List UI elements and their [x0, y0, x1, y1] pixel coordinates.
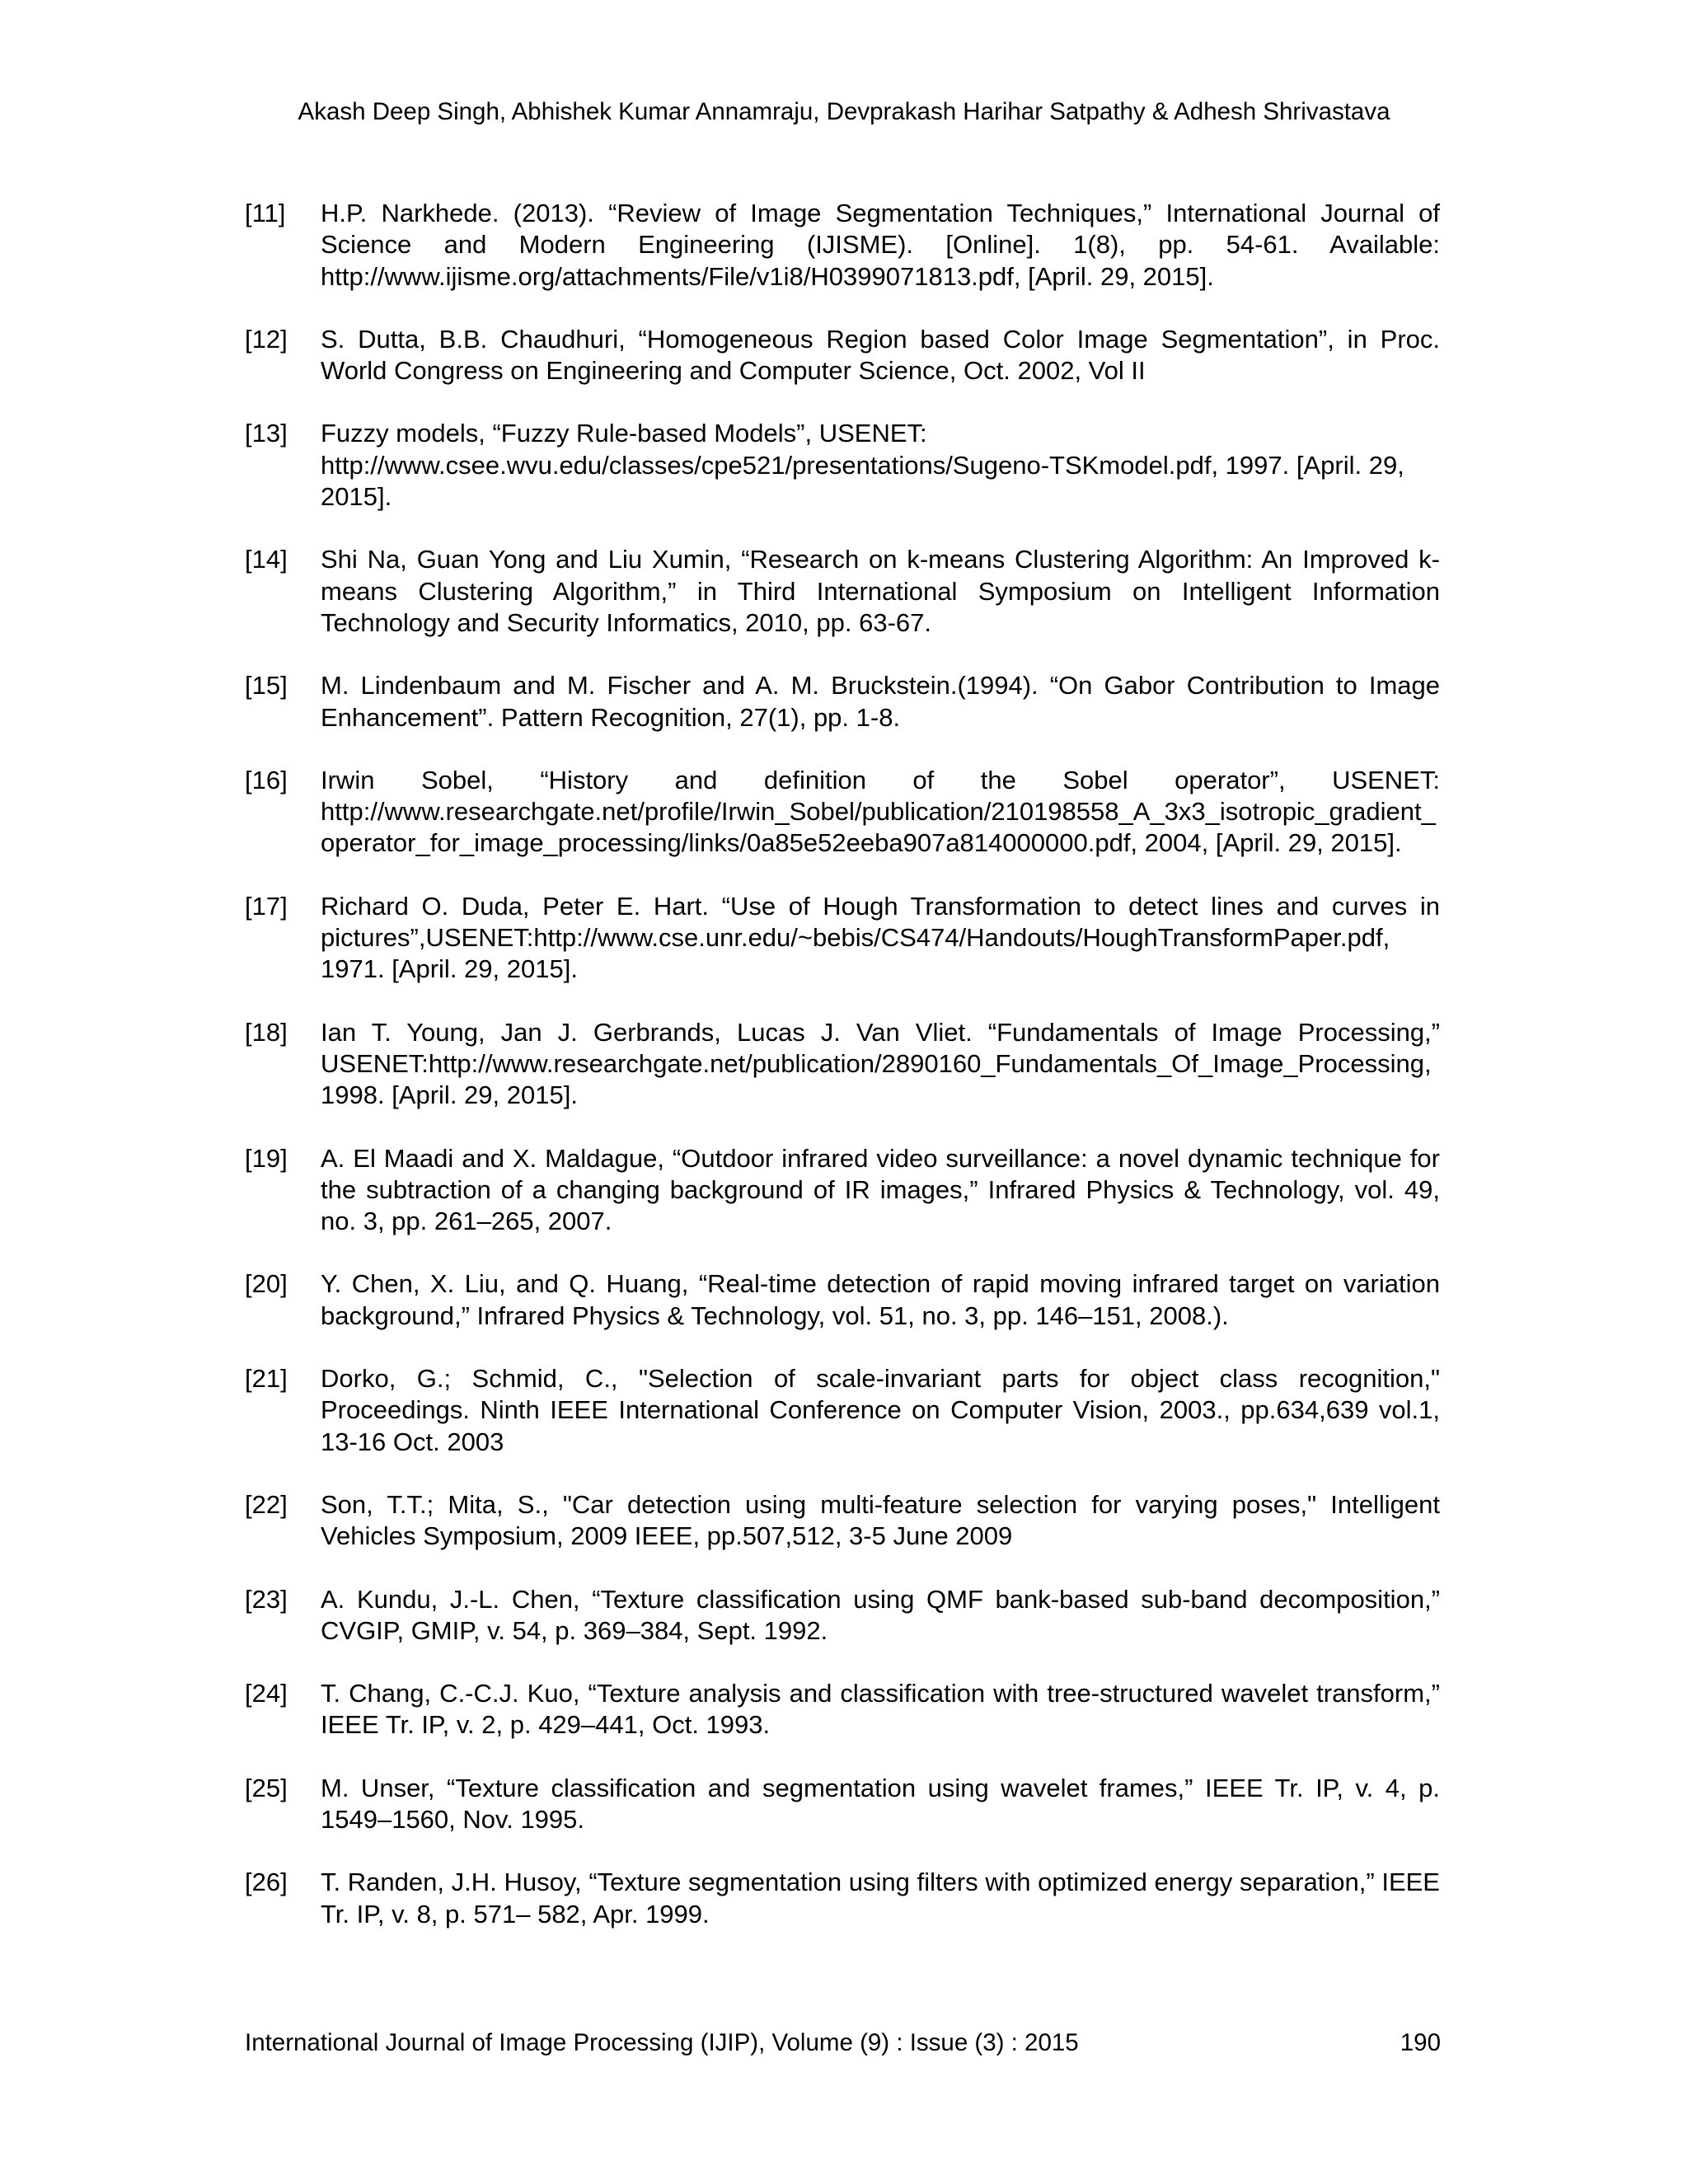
reference-list: [245, 198, 1440, 1930]
reference-number: [16]: [245, 765, 288, 794]
reference-text: T. Chang, C.-C.J. Kuo, “Texture analysis and classification with tree-structured wavelet transform,” IEEE Tr. IP, v. 2, p. 429–441, Oct. 1993.: [321, 1679, 1440, 1740]
reference-item: [245, 891, 1440, 986]
reference-text: A. El Maadi and X. Maldague, “Outdoor infrared video surveillance: a novel dynamic technique for the subtraction of a changing background of IR images,” Infrared Physics & Technology, vol. 49, no. 3, pp. 261–265, 2007.: [321, 1143, 1440, 1236]
reference-text: A. Kundu, J.-L. Chen, “Texture classification using QMF bank-based sub-band decomposition,” CVGIP, GMIP, v. 54, p. 369–384, Sept. 1992.: [321, 1584, 1440, 1645]
reference-text: Son, T.T.; Mita, S., "Car detection using multi-feature selection for varying poses," Intelligent Vehicles Symposium, 2009 IEEE, pp.507,512, 3-5 June 2009: [321, 1489, 1440, 1551]
reference-text: Irwin Sobel, “History and definition of the Sobel operator”, USENET: http://www.researchgate.net/profile/Irwin_Sobel/publication/210198558_A_3x3_isotropic_gradient_operator_for_image_processing/links/0a85e52eeba907a814000000.pdf, 2004, [April. 29, 2015].: [321, 765, 1440, 858]
reference-number: [20]: [245, 1269, 288, 1299]
reference-number: [26]: [245, 1868, 288, 1897]
reference-item: [245, 765, 1440, 860]
reference-number: [21]: [245, 1364, 288, 1394]
reference-text: Richard O. Duda, Peter E. Hart. “Use of Hough Transformation to detect lines and curves in pictures”,USENET:http://www.cse.unr.edu/~bebis/CS474/Handouts/HoughTransformPaper.pdf, 1971. [April. 29, 2015].: [321, 891, 1440, 984]
reference-number: [17]: [245, 891, 288, 921]
page-number: 190: [1400, 2029, 1441, 2056]
reference-number: [23]: [245, 1584, 288, 1614]
reference-text: S. Dutta, B.B. Chaudhuri, “Homogeneous Region based Color Image Segmentation”, in Proc. World Congress on Engineering and Computer Science, Oct. 2002, Vol II: [321, 324, 1440, 386]
reference-text: T. Randen, J.H. Husoy, “Texture segmentation using filters with optimized energy separation,” IEEE Tr. IP, v. 8, p. 571– 582, Apr. 1999.: [321, 1868, 1440, 1929]
reference-item: [245, 1678, 1440, 1741]
reference-number: [13]: [245, 419, 288, 448]
reference-number: [22]: [245, 1489, 288, 1519]
reference-item: [245, 418, 1440, 513]
reference-number: [19]: [245, 1143, 288, 1173]
reference-text: Y. Chen, X. Liu, and Q. Huang, “Real-time detection of rapid moving infrared target on variation background,” Infrared Physics & Technology, vol. 51, no. 3, pp. 146–151, 2008.).: [321, 1269, 1440, 1330]
reference-number: [18]: [245, 1017, 288, 1047]
reference-number: [14]: [245, 545, 288, 574]
reference-item: [245, 1867, 1440, 1930]
reference-text: H.P. Narkhede. (2013). “Review of Image Segmentation Techniques,” International Journal of Science and Modern Engineering (IJISME). [Online]. 1(8), pp. 54-61. Available: http://www.ijisme.org/attachments/File/v1i8/H0399071813.pdf, [April. 29, 2015].: [321, 199, 1440, 291]
reference-item: [245, 1268, 1440, 1332]
reference-number: [24]: [245, 1679, 288, 1708]
reference-number: [15]: [245, 671, 288, 701]
reference-item: [245, 324, 1440, 387]
reference-item: [245, 1363, 1440, 1458]
reference-number: [25]: [245, 1773, 288, 1802]
reference-item: [245, 1489, 1440, 1553]
reference-item: [245, 670, 1440, 733]
reference-text: Fuzzy models, “Fuzzy Rule-based Models”, USENET: http://www.csee.wvu.edu/classes/cpe521/presentations/Sugeno-TSKmodel.pdf, 1997. [April. 29, 2015].: [321, 419, 1404, 512]
reference-item: [245, 1017, 1440, 1112]
reference-number: [12]: [245, 324, 288, 354]
reference-text: M. Lindenbaum and M. Fischer and A. M. Bruckstein.(1994). “On Gabor Contribution to Image Enhancement”. Pattern Recognition, 27(1), pp. 1-8.: [321, 671, 1440, 732]
reference-item: [245, 1584, 1440, 1647]
reference-item: [245, 1773, 1440, 1836]
reference-item: [245, 198, 1440, 293]
reference-text: Dorko, G.; Schmid, C., "Selection of scale-invariant parts for object class recognition," Proceedings. Ninth IEEE International Conference on Computer Vision, 2003., pp.634,639 vol.1, 13-16 Oct. 2003: [321, 1364, 1440, 1456]
footer-journal-info: International Journal of Image Processing (IJIP), Volume (9) : Issue (3) : 2015: [245, 2029, 1079, 2056]
reference-text: Ian T. Young, Jan J. Gerbrands, Lucas J. Van Vliet. “Fundamentals of Image Processing,” USENET:http://www.researchgate.net/publication/2890160_Fundamentals_Of_Image_Processing,1998. [April. 29, 2015].: [321, 1017, 1440, 1110]
running-header-authors: Akash Deep Singh, Abhishek Kumar Annamraju, Devprakash Harihar Satpathy & Adhesh Shrivastava: [298, 98, 1390, 125]
reference-text: Shi Na, Guan Yong and Liu Xumin, “Research on k-means Clustering Algorithm: An Improved k-means Clustering Algorithm,” in Third International Symposium on Intelligent Information Technology and Security Informatics, 2010, pp. 63-67.: [321, 545, 1440, 637]
reference-item: [245, 544, 1440, 639]
reference-text: M. Unser, “Texture classification and segmentation using wavelet frames,” IEEE Tr. IP, v. 4, p. 1549–1560, Nov. 1995.: [321, 1773, 1440, 1834]
reference-item: [245, 1143, 1440, 1238]
reference-number: [11]: [245, 199, 286, 227]
